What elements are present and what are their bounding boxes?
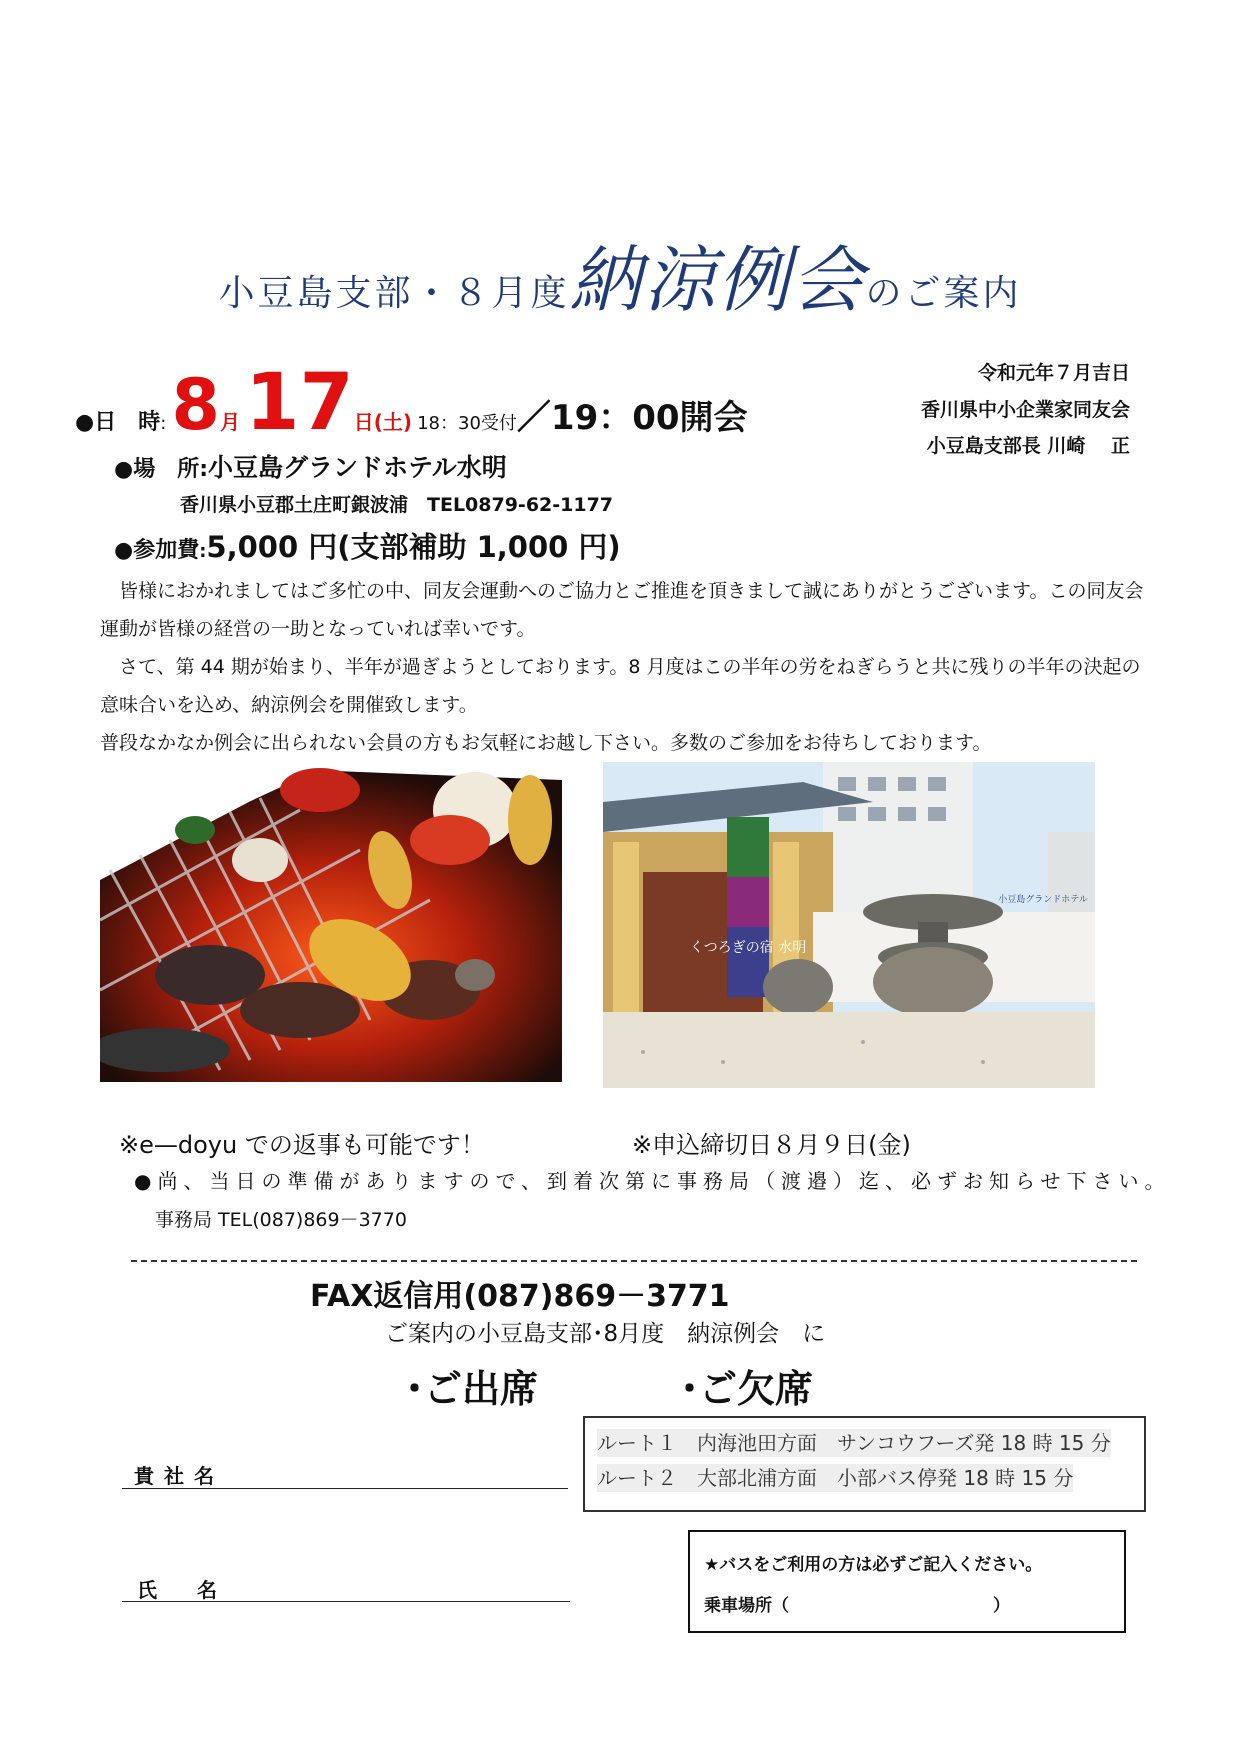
deadline-note: ※申込締切日８月９日(金) bbox=[632, 1131, 911, 1159]
venue-line bbox=[114, 448, 507, 484]
title-main: 納涼例会 bbox=[569, 238, 866, 322]
body-paragraph: さて、第 44 期が始まり、半年が過ぎようとしております。8 月度はこの半年の労をねぎらうと共に残りの半年の決起の意味合いを込め、納涼例会を開催致します。 bbox=[100, 656, 1141, 716]
hotel-sign-text: 小豆島グランドホテル bbox=[998, 895, 1088, 905]
page-title bbox=[0, 222, 1240, 326]
schedule-slash: ／ bbox=[516, 398, 551, 438]
venue-colon: : bbox=[199, 457, 209, 482]
reply-subtitle: ご案内の小豆島支部･8月度 納涼例会 に bbox=[385, 1321, 826, 1347]
company-label: 貴社名 bbox=[134, 1464, 224, 1488]
schedule-month-unit: 月 bbox=[220, 410, 241, 434]
schedule-reception: 18：30受付 bbox=[417, 413, 517, 434]
schedule-day-unit: 日(土) bbox=[353, 410, 413, 434]
office-tel: 事務局 TEL(087)869－3770 bbox=[155, 1209, 407, 1231]
schedule-open-time: 19：00開会 bbox=[550, 398, 748, 438]
schedule-day-number: 17 bbox=[245, 358, 354, 448]
body-paragraph: 皆様におかれましてはご多忙の中、同友会運動へのご協力とご推進を頂きまして誠にありがとうございます。この同友会運動が皆様の経営の一助となっていれば幸いです。 bbox=[100, 580, 1144, 640]
boarding-place-field[interactable]: 乗車場所（ ） bbox=[704, 1596, 1010, 1616]
route-item: ルート２ 大部北浦方面 小部バス停発 18 時 15 分 bbox=[597, 1466, 1074, 1490]
name-label: 氏 名 bbox=[137, 1578, 227, 1602]
fee-line bbox=[114, 525, 621, 566]
bbq-photo bbox=[100, 760, 562, 1082]
fee-label: ●参加費 bbox=[114, 538, 200, 563]
org-chief: 小豆島支部長 川崎 正 bbox=[926, 435, 1130, 457]
name-field[interactable] bbox=[122, 1601, 570, 1602]
hotel-banner-text: くつろぎの宿 水明 bbox=[689, 940, 807, 956]
fax-number: FAX返信用(087)869－3771 bbox=[310, 1279, 730, 1314]
org-date: 令和元年７月吉日 bbox=[977, 362, 1130, 384]
schedule-line bbox=[75, 358, 748, 448]
bus-note: ★バスをご利用の方は必ずご記入ください。 bbox=[704, 1555, 1043, 1575]
fee-colon: : bbox=[199, 541, 207, 562]
venue-name: 小豆島グランドホテル水明 bbox=[208, 453, 507, 482]
route-item: ルート１ 内海池田方面 サンコウフーズ発 18 時 15 分 bbox=[597, 1431, 1111, 1455]
cut-line bbox=[131, 1260, 1137, 1262]
company-field[interactable] bbox=[122, 1488, 568, 1489]
bus-box bbox=[688, 1530, 1126, 1633]
attend-option[interactable]: ･ご出席 bbox=[405, 1367, 539, 1411]
arrival-notice: ●尚、当日の準備がありますので、到着次第に事務局（渡邉）迄、必ずお知らせ下さい。 bbox=[134, 1169, 1171, 1193]
venue-address: 香川県小豆郡土庄町銀波浦 TEL0879-62-1177 bbox=[180, 494, 614, 516]
fee-value: 5,000 円(支部補助 1,000 円) bbox=[206, 530, 621, 564]
title-suffix: のご案内 bbox=[865, 273, 1022, 314]
body-text bbox=[100, 572, 1145, 762]
hotel-photo bbox=[603, 762, 1095, 1088]
org-association: 香川県中小企業家同友会 bbox=[920, 399, 1130, 421]
absent-option[interactable]: ･ご欠席 bbox=[680, 1367, 814, 1411]
schedule-label: ●日 時 bbox=[75, 410, 161, 435]
edoyu-note: ※e—doyu での返事も可能です！ bbox=[119, 1131, 485, 1159]
routes-box bbox=[583, 1416, 1146, 1512]
schedule-month-number: 8 bbox=[171, 364, 221, 446]
title-prefix: 小豆島支部・８月度 bbox=[218, 273, 570, 314]
body-paragraph: 普段なかなか例会に出られない会員の方もお気軽にお越し下さい。多数のご参加をお待ちしております。 bbox=[100, 732, 992, 754]
venue-label: ●場 所 bbox=[114, 457, 200, 482]
schedule-colon: : bbox=[160, 413, 167, 434]
